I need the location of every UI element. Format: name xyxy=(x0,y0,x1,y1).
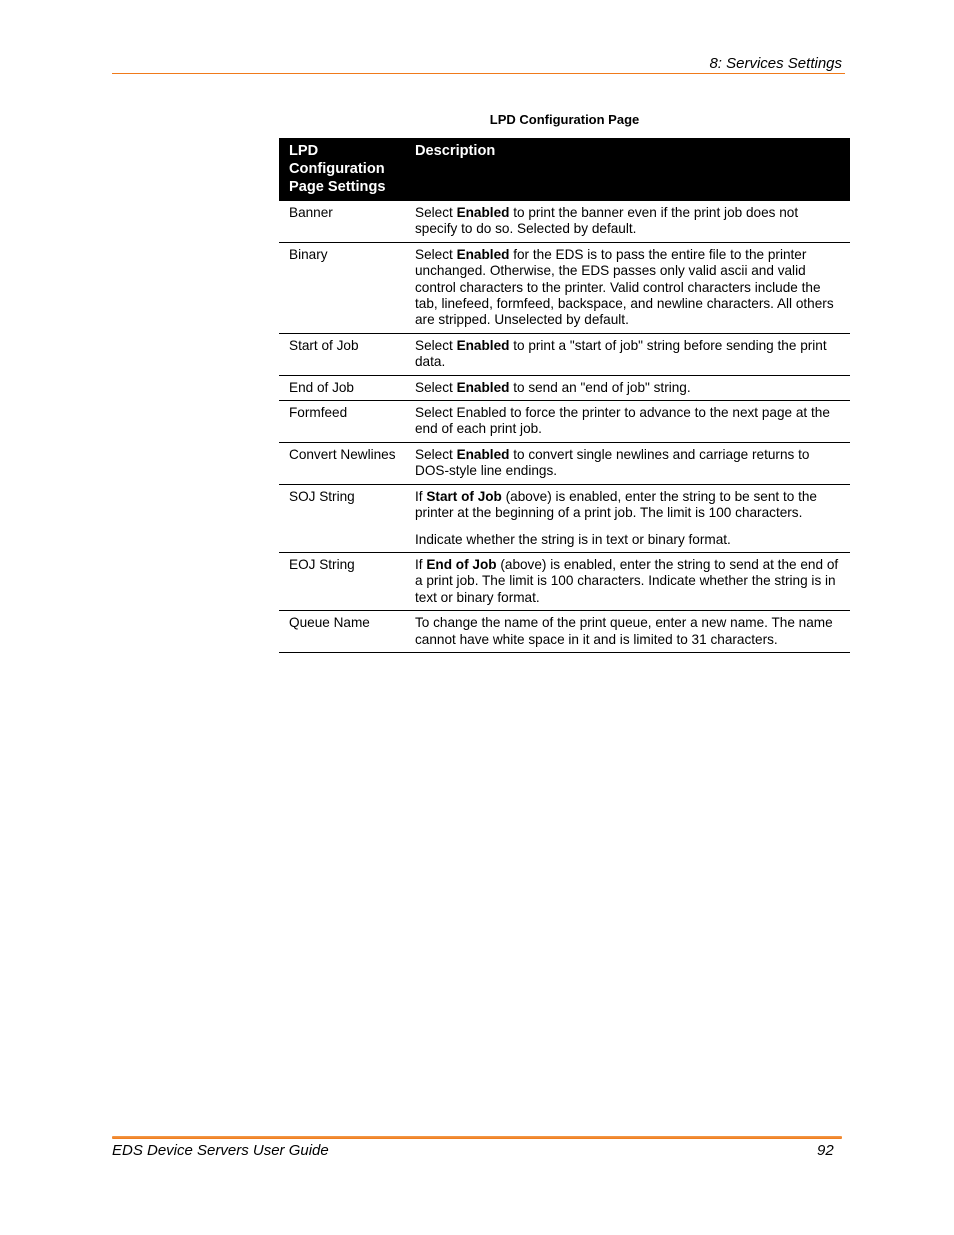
table-row xyxy=(279,552,850,610)
header-rule xyxy=(112,73,845,74)
description-text: to convert single newlines and carriage returns to DOS-style line endings. xyxy=(415,446,810,479)
description-paragraph xyxy=(415,405,844,438)
setting-name: Binary xyxy=(279,242,405,333)
emphasis-text: Enabled xyxy=(456,337,510,353)
emphasis-text: Enabled xyxy=(456,205,510,220)
setting-name: Banner xyxy=(279,201,405,242)
description-text: for the EDS is to pass the entire file to the printer unchanged. Otherwise, the EDS passes only valid ascii and valid control characters to the printer. Valid control characters include the tab, linefeed, formfeed, backspace, and newline characters. All others are stripped. Unselected by default. xyxy=(415,246,834,328)
emphasis-text: Enabled xyxy=(456,446,510,462)
setting-name: EOJ String xyxy=(279,552,405,610)
table-caption: LPD Configuration Page xyxy=(489,112,640,127)
setting-description xyxy=(405,552,850,610)
table-row xyxy=(279,333,850,375)
table-row xyxy=(279,401,850,443)
description-paragraph xyxy=(415,338,844,371)
description-text: to print the banner even if the print job does not specify to do so. Selected by default. xyxy=(415,205,799,237)
description-text: to print a "start of job" string before sending the print data. xyxy=(415,337,827,370)
column-header-description: Description xyxy=(405,138,850,201)
setting-description xyxy=(405,484,850,552)
emphasis-text: End of Job xyxy=(426,556,497,572)
description-paragraph xyxy=(415,615,844,648)
emphasis-text: Start of Job xyxy=(426,488,502,504)
description-text: Select xyxy=(415,379,457,395)
running-header: 8: Services Settings xyxy=(709,55,842,72)
footer-title: EDS Device Servers User Guide xyxy=(112,1142,329,1159)
description-text: If xyxy=(415,488,427,504)
setting-description xyxy=(405,611,850,653)
table-row xyxy=(279,484,850,552)
lpd-settings-table xyxy=(279,138,850,653)
setting-description xyxy=(405,401,850,443)
setting-name: Formfeed xyxy=(279,401,405,443)
description-text: Select Enabled to force the printer to advance to the next page at the end of each print job. xyxy=(415,405,830,437)
description-text: If xyxy=(415,556,427,572)
description-paragraph xyxy=(415,557,844,606)
description-paragraph xyxy=(415,489,844,522)
description-text: to send an "end of job" string. xyxy=(509,379,691,395)
footer-rule xyxy=(112,1136,842,1139)
setting-description xyxy=(405,442,850,484)
table-row xyxy=(279,242,850,333)
description-text: Select xyxy=(415,337,457,353)
description-paragraph xyxy=(415,447,844,480)
description-text: Select xyxy=(415,446,457,462)
setting-description xyxy=(405,242,850,333)
description-text: To change the name of the print queue, enter a new name. The name cannot have white space in it and is limited to 31 characters. xyxy=(415,615,833,647)
description-text: (above) is enabled, enter the string to be sent to the printer at the beginning of a print job. The limit is 100 characters. xyxy=(415,488,817,521)
setting-description xyxy=(405,201,850,242)
setting-name: Queue Name xyxy=(279,611,405,653)
setting-name: Start of Job xyxy=(279,333,405,375)
description-paragraph xyxy=(415,380,844,396)
table-row xyxy=(279,611,850,653)
description-text: (above) is enabled, enter the string to send at the end of a print job. The limit is 100 characters. Indicate whether the string is in text or binary format. xyxy=(415,556,839,605)
setting-name: SOJ String xyxy=(279,484,405,552)
setting-description xyxy=(405,375,850,400)
table-row xyxy=(279,201,850,242)
table-row xyxy=(279,442,850,484)
description-text: Select xyxy=(415,205,457,220)
emphasis-text: Enabled xyxy=(456,379,510,395)
description-paragraph xyxy=(415,532,844,548)
column-header-setting: LPD Configuration Page Settings xyxy=(279,138,405,201)
setting-name: Convert Newlines xyxy=(279,442,405,484)
setting-name: End of Job xyxy=(279,375,405,400)
setting-description xyxy=(405,333,850,375)
table-header-row xyxy=(279,138,850,201)
emphasis-text: Enabled xyxy=(456,246,510,262)
description-paragraph xyxy=(415,247,844,329)
description-paragraph xyxy=(415,205,844,238)
table-row xyxy=(279,375,850,400)
description-text: Select xyxy=(415,246,457,262)
description-text: Indicate whether the string is in text or binary format. xyxy=(415,531,731,547)
page-number: 92 xyxy=(817,1142,834,1159)
